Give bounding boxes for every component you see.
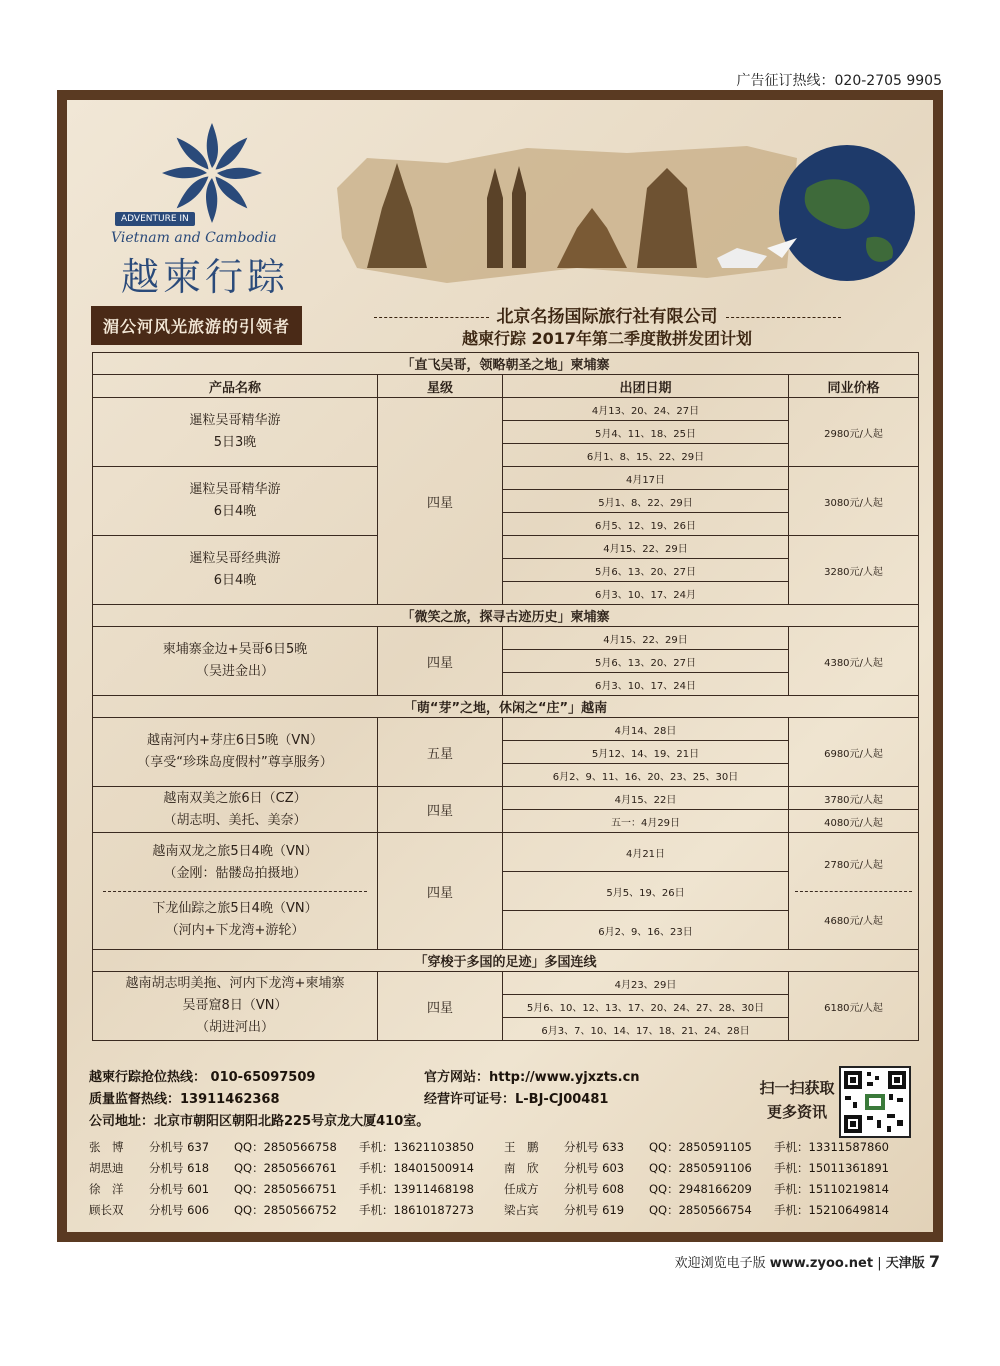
price-cell: 6180元/人起	[789, 972, 919, 1041]
staff-name: 任成方	[504, 1181, 539, 1196]
scan-prompt	[747, 1076, 847, 1124]
header-price: 同业价格	[789, 375, 919, 398]
star-cell: 四星	[378, 627, 503, 696]
staff-qq: QQ：2850566758	[234, 1139, 337, 1154]
divider	[103, 891, 367, 892]
date-cell: 6月3、7、10、14、17、18、21、24、28日	[503, 1018, 789, 1041]
table-row	[93, 627, 919, 650]
product-cell	[93, 398, 378, 467]
staff-mobile: 手机：15110219814	[774, 1181, 889, 1196]
footer-site-link[interactable]: www.zyoo.net	[769, 1256, 874, 1271]
header-star: 星级	[378, 375, 503, 398]
star-cell: 四星	[378, 787, 503, 833]
staff-name: 徐 洋	[89, 1181, 124, 1196]
scan-text-1: 扫一扫获取	[759, 1079, 835, 1097]
product-cell	[93, 833, 378, 950]
date-cell: 五一：4月29日	[503, 810, 789, 833]
product-name: 越南河内+芽庄6日5晚（VN）	[146, 733, 324, 748]
brand-logo	[97, 118, 297, 298]
logo-adventure-text: ADVENTURE IN	[115, 212, 195, 226]
staff-ext: 分机号 601	[149, 1181, 210, 1196]
staff-row	[89, 1178, 919, 1199]
table-row	[93, 398, 919, 421]
star-cell: 五星	[378, 718, 503, 787]
ad-content	[67, 100, 933, 1232]
staff-qq: QQ：2948166209	[649, 1181, 752, 1196]
section-title: 「穿梭于多国的足迹」多国连线	[93, 950, 919, 972]
section-title: 「直飞吴哥，领略朝圣之地」柬埔寨	[93, 353, 919, 375]
product-name: 暹粒吴哥经典游	[189, 551, 281, 566]
staff-mobile: 手机：18610187273	[359, 1202, 474, 1217]
product-sub: 5日3晚	[213, 435, 257, 450]
staff-mobile: 手机：13911468198	[359, 1181, 474, 1196]
table-row	[93, 536, 919, 559]
tour-schedule-table	[92, 352, 919, 1041]
product-sub: （吴进金出）	[195, 664, 274, 679]
company-name	[357, 302, 857, 327]
date-cell: 5月1、8、22、29日	[503, 490, 789, 513]
product-cell	[93, 467, 378, 536]
date-cell: 5月6、13、20、27日	[503, 559, 789, 582]
staff-ext: 分机号 637	[149, 1139, 210, 1154]
staff-mobile: 手机：15210649814	[774, 1202, 889, 1217]
staff-row	[89, 1157, 919, 1178]
date-cell: 5月12、14、19、21日	[503, 741, 789, 764]
staff-name: 梁占宾	[504, 1202, 539, 1217]
product-name: 下龙仙踪之旅5日4晚（VN）	[152, 900, 318, 916]
license-number: 经营许可证号：L-BJ-CJ00481	[424, 1092, 609, 1107]
date-cell: 5月6、13、20、27日	[503, 650, 789, 673]
header-dates: 出团日期	[503, 375, 789, 398]
date-cell: 4月23、29日	[503, 972, 789, 995]
product-name: 柬埔寨金边+吴哥6日5晚	[162, 642, 308, 657]
price-cell: 4380元/人起	[789, 627, 919, 696]
logo-english-text: Vietnam and Cambodia	[111, 230, 277, 246]
section-row	[93, 605, 919, 627]
staff-ext: 分机号 608	[564, 1181, 625, 1196]
staff-qq: QQ：2850566751	[234, 1181, 337, 1196]
price-value: 4680元/人起	[824, 915, 883, 927]
star-cell: 四星	[378, 398, 503, 605]
product-cell	[93, 627, 378, 696]
date-cell: 4月15、22日	[503, 787, 789, 810]
section-title: 「微笑之旅，探寻古迹历史」柬埔寨	[93, 605, 919, 627]
staff-qq: QQ：2850591106	[649, 1160, 752, 1175]
staff-ext: 分机号 618	[149, 1160, 210, 1175]
table-row	[93, 972, 919, 995]
product-sub: 6日4晚	[213, 573, 257, 588]
staff-name: 王 鹏	[504, 1139, 539, 1154]
plan-title: 越柬行踪 2017年第二季度散拼发团计划	[461, 329, 753, 348]
product-cell	[93, 787, 378, 833]
table-row	[93, 833, 919, 872]
staff-name: 胡思迪	[89, 1160, 124, 1175]
date-cell: 6月2、9、16、23日	[503, 911, 789, 950]
staff-name: 南 欣	[504, 1160, 539, 1175]
star-cell: 四星	[378, 833, 503, 950]
date-cell: 6月5、12、19、26日	[503, 513, 789, 536]
product-sub: （享受“珍珠岛度假村”尊享服务）	[137, 755, 333, 770]
footer-welcome: 欢迎浏览电子版	[674, 1256, 766, 1271]
section-row	[93, 950, 919, 972]
temple-globe-banner-image	[327, 128, 937, 288]
company-address: 公司地址：北京市朝阳区朝阳北路225号京龙大厦410室。	[89, 1114, 430, 1129]
date-cell: 4月14、28日	[503, 718, 789, 741]
staff-qq: QQ：2850591105	[649, 1139, 752, 1154]
table-row	[93, 467, 919, 490]
date-cell: 4月21日	[503, 833, 789, 872]
section-row	[93, 353, 919, 375]
ad-hotline: 广告征订热线：020-2705 9905	[736, 73, 942, 89]
staff-qq: QQ：2850566754	[649, 1202, 752, 1217]
date-cell: 5月5、19、26日	[503, 872, 789, 911]
date-cell: 4月17日	[503, 467, 789, 490]
date-cell: 6月2、9、11、16、20、23、25、30日	[503, 764, 789, 787]
product-name: 越南双龙之旅5日4晚（VN）	[152, 843, 318, 859]
date-cell: 4月15、22、29日	[503, 627, 789, 650]
price-cell: 2980元/人起	[789, 398, 919, 467]
date-cell: 6月1、8、15、22、29日	[503, 444, 789, 467]
website-link[interactable]: 官方网站：http://www.yjxzts.cn	[424, 1070, 640, 1085]
date-cell: 4月13、20、24、27日	[503, 398, 789, 421]
price-cell	[789, 833, 919, 950]
product-sub: （胡志明、美托、美奈）	[163, 812, 307, 828]
table-row	[93, 787, 919, 810]
ad-frame	[57, 90, 943, 1242]
price-cell: 3780元/人起	[789, 787, 919, 810]
table-row	[93, 718, 919, 741]
page-number: 7	[928, 1252, 940, 1271]
price-cell: 6980元/人起	[789, 718, 919, 787]
footer-divider: |	[877, 1256, 886, 1271]
product-sub: 6日4晚	[213, 504, 257, 519]
slogan-banner: 湄公河风光旅游的引领者	[91, 306, 302, 345]
staff-ext: 分机号 603	[564, 1160, 625, 1175]
page-footer	[675, 1252, 940, 1271]
company-name-text: 北京名扬国际旅行社有限公司	[496, 307, 718, 327]
product-name: 越南双美之旅6日（CZ）	[163, 790, 307, 806]
qr-code-icon[interactable]	[839, 1066, 911, 1138]
staff-row	[89, 1136, 919, 1157]
staff-directory	[89, 1136, 919, 1220]
product-name: 越南胡志明美拖、河内下龙湾+柬埔寨	[125, 976, 345, 991]
staff-row	[89, 1199, 919, 1220]
date-cell: 4月15、22、29日	[503, 536, 789, 559]
price-value: 2780元/人起	[824, 859, 883, 871]
product-sub: （金刚：骷髅岛拍摄地）	[163, 865, 307, 881]
logo-chinese-text: 越柬行踪	[121, 255, 290, 299]
date-cell: 5月4、11、18、25日	[503, 421, 789, 444]
staff-name: 顾长双	[89, 1202, 124, 1217]
section-title: 「萌“芽”之地，休闲之“庄”」越南	[93, 696, 919, 718]
staff-mobile: 手机：13311587860	[774, 1139, 889, 1154]
staff-qq: QQ：2850566752	[234, 1202, 337, 1217]
section-row	[93, 696, 919, 718]
supervise-hotline: 质量监督热线：13911462368	[89, 1092, 280, 1107]
header-product: 产品名称	[93, 375, 378, 398]
price-cell: 3080元/人起	[789, 467, 919, 536]
price-cell: 3280元/人起	[789, 536, 919, 605]
staff-ext: 分机号 619	[564, 1202, 625, 1217]
staff-mobile: 手机：13621103850	[359, 1139, 474, 1154]
footer-edition: 天津版	[885, 1256, 925, 1271]
product-name: 暹粒吴哥精华游	[189, 482, 281, 497]
product-sub: 吴哥窟8日（VN）	[182, 998, 288, 1013]
date-cell: 5月6、10、12、13、17、20、24、27、28、30日	[503, 995, 789, 1018]
product-sub: （河内+下龙湾+游轮）	[165, 922, 305, 938]
staff-qq: QQ：2850566761	[234, 1160, 337, 1175]
product-cell	[93, 536, 378, 605]
divider	[795, 891, 912, 892]
staff-name: 张 博	[89, 1139, 124, 1154]
product-cell	[93, 718, 378, 787]
date-cell: 6月3、10、17、24月	[503, 582, 789, 605]
staff-mobile: 手机：18401500914	[359, 1160, 474, 1175]
scan-text-2: 更多资讯	[766, 1103, 827, 1121]
star-cell: 四星	[378, 972, 503, 1041]
product-cell	[93, 972, 378, 1041]
product-sub: （胡进河出）	[195, 1020, 274, 1035]
staff-mobile: 手机：15011361891	[774, 1160, 889, 1175]
date-cell: 6月3、10、17、24日	[503, 673, 789, 696]
price-cell: 4080元/人起	[789, 810, 919, 833]
staff-ext: 分机号 633	[564, 1139, 625, 1154]
table-header-row	[93, 375, 919, 398]
product-name: 暹粒吴哥精华游	[189, 413, 281, 428]
booking-hotline: 越柬行踪抢位热线： 010-65097509	[89, 1070, 316, 1085]
staff-ext: 分机号 606	[149, 1202, 210, 1217]
